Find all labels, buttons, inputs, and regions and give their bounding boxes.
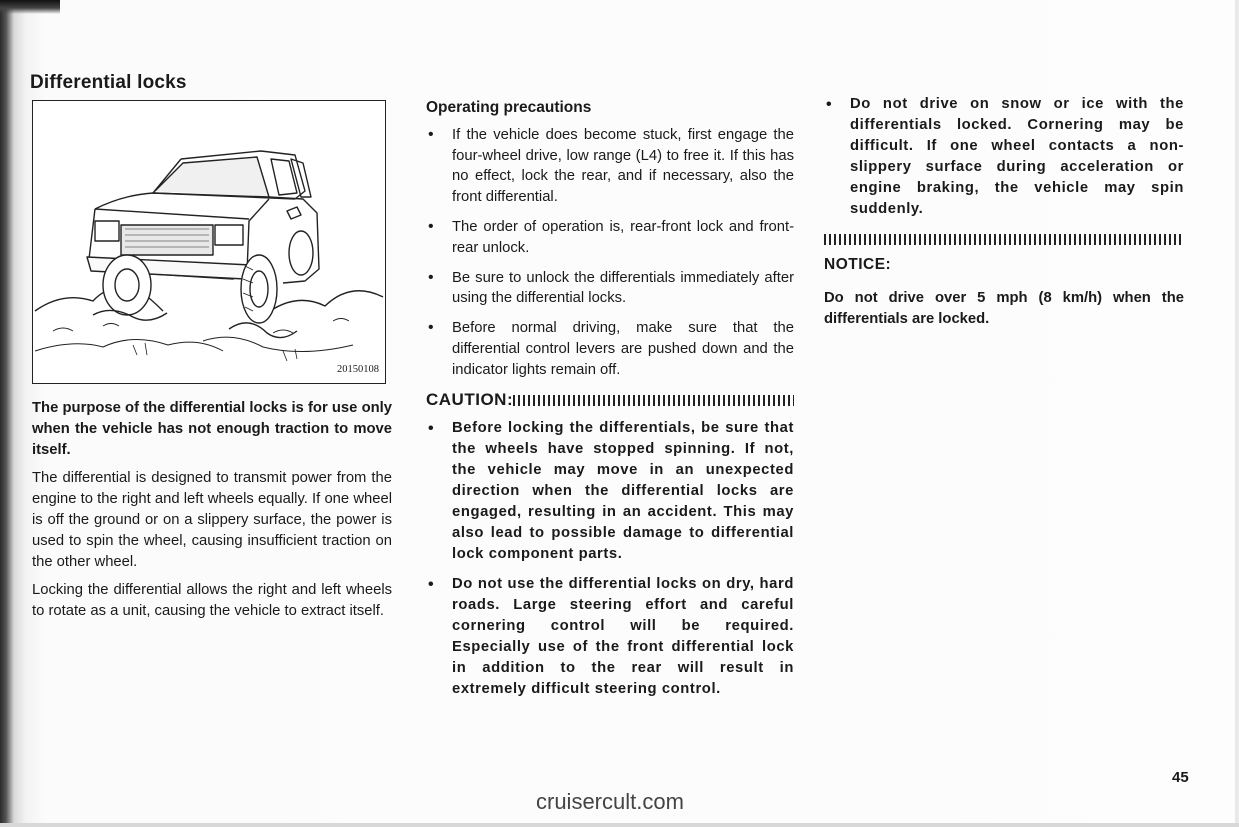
paragraph-locking: Locking the differential allows the right and left wheels to rotate as a unit, causing the vehicle to extract itself. xyxy=(32,582,392,620)
watermark: cruisercult.com xyxy=(536,789,684,814)
list-item: • The order of operation is, rear-front lock and front-rear unlock. xyxy=(426,217,794,259)
list-item: • Before normal driving, make sure that the differential control levers are pushed down and the indicator lights remain off. xyxy=(426,318,794,380)
column-2 xyxy=(426,98,794,709)
figure-code: 20150108 xyxy=(337,364,379,375)
caution-label: CAUTION: xyxy=(426,389,514,409)
page-edge-right xyxy=(1235,0,1239,827)
page-number: 45 xyxy=(1172,769,1189,786)
vehicle-illustration xyxy=(32,100,386,384)
vehicle-stuck-illustration xyxy=(33,101,385,383)
column-1 xyxy=(32,398,392,630)
list-item: • Be sure to unlock the differentials immediately after using the differential locks. xyxy=(426,268,794,310)
section-title: Differential locks xyxy=(30,72,187,93)
notice-text: Do not drive over 5 mph (8 km/h) when the differentials are locked. xyxy=(824,289,1184,327)
notice-label: NOTICE: xyxy=(824,256,892,273)
notice-rule xyxy=(824,234,1184,245)
list-item: • If the vehicle does become stuck, first engage the four-wheel drive, low range (L4) to free it. If this has no effect, lock the rear, and if necessary, also the front differential. xyxy=(426,125,794,208)
page-edge-bottom xyxy=(0,823,1239,827)
page-shadow xyxy=(0,0,60,14)
caution-item: • Do not drive on snow or ice with the differentials locked. Cornering may be difficult. If one wheel contacts a non-slippery surface during acceleration or engine braking, the vehicle may spin suddenly. xyxy=(824,94,1184,220)
caution-rule xyxy=(513,395,794,406)
column-3 xyxy=(824,94,1184,337)
caution-item: • Before locking the differentials, be sure that the wheels have stopped spinning. If not, the vehicle may move in an unexpected direction when the differential locks are engaged, resulting in an accident. This may also lead to possible damage to differential lock component parts. xyxy=(426,418,794,565)
paragraph-differential: The differential is designed to transmit power from the engine to the right and left wheels equally. If one wheel is off the ground or on a slippery surface, the power is used to spin the wheel, causing insufficient traction on the other wheel. xyxy=(32,470,392,570)
intro-text: The purpose of the differential locks is for use only when the vehicle has not enough traction to move itself. xyxy=(32,400,392,458)
caution-header xyxy=(426,390,794,411)
operating-precautions-heading: Operating precautions xyxy=(426,99,592,116)
caution-item: • Do not use the differential locks on dry, hard roads. Large steering effort and careful cornering control will be required. Especially use of the front differential lock in addition to the rear will result in extremely difficult steering control. xyxy=(426,574,794,700)
